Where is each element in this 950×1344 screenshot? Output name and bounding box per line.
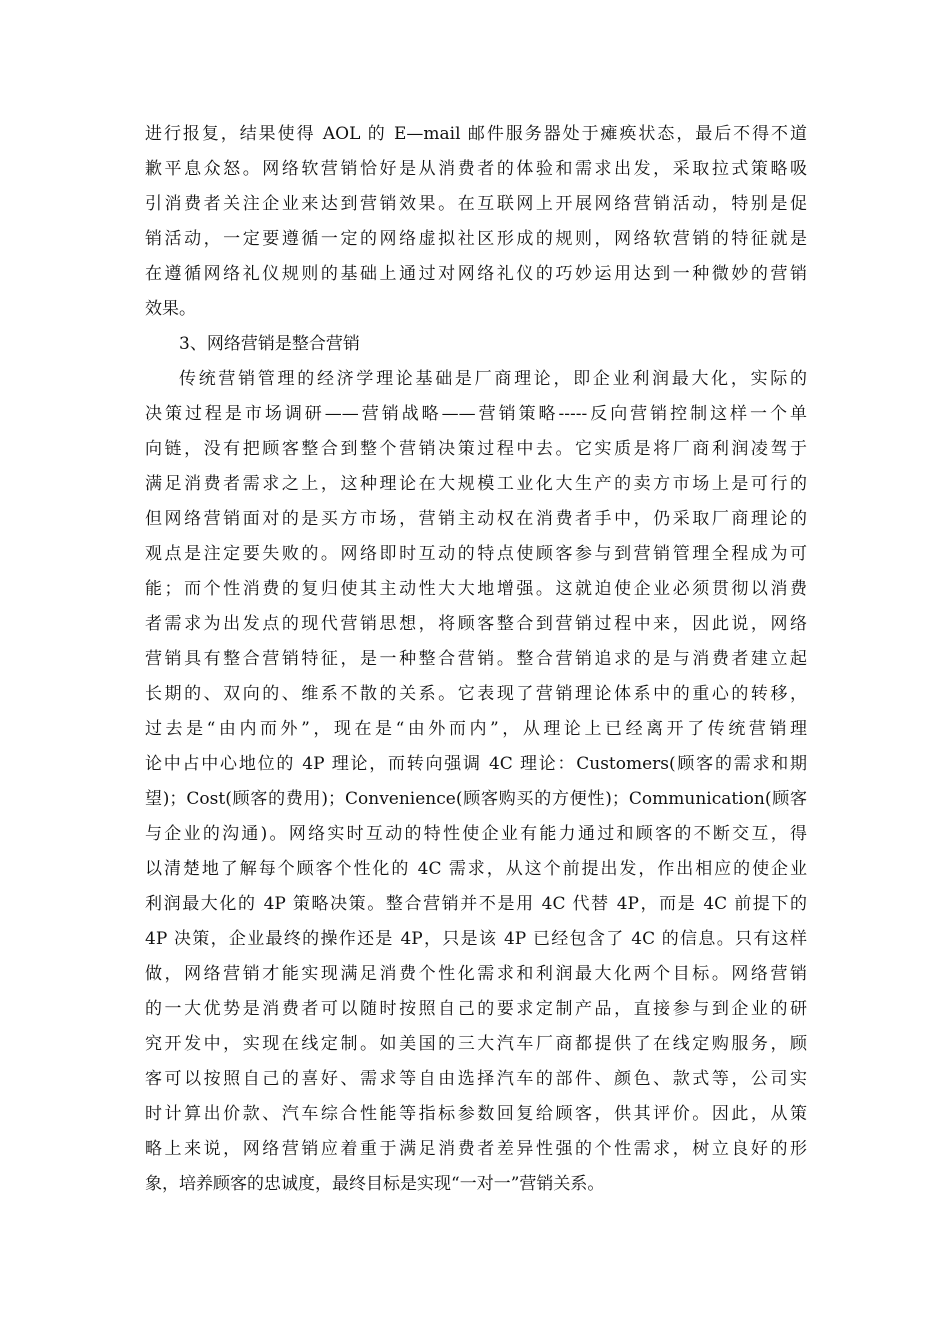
text-line: 效果。 — [145, 299, 196, 319]
text-line: 传统营销管理的经济学理论基础是厂商理论，即企业利润最大化，实际的 — [179, 369, 807, 389]
text-line: 的一大优势是消费者可以随时按照自己的要求定制产品，直接参与到企业的研 — [145, 999, 807, 1019]
text-line: 象，培养顾客的忠诚度，最终目标是实现“一对一”营销关系。 — [145, 1174, 605, 1194]
text-line: 论中占中心地位的 4P 理论，而转向强调 4C 理论：Customers(顾客的需求和期 — [145, 754, 807, 774]
text-line: 满足消费者需求之上，这种理论在大规模工业化大生产的卖方市场上是可行的 — [145, 474, 807, 494]
text-line: 进行报复，结果使得 AOL 的 E—mail 邮件服务器处于瘫痪状态，最后不得不道 — [145, 124, 807, 144]
text-line: 引消费者关注企业来达到营销效果。在互联网上开展网络营销活动，特别是促 — [145, 194, 807, 214]
text-line: 但网络营销面对的是买方市场，营销主动权在消费者手中，仍采取厂商理论的 — [145, 509, 807, 529]
text-line: 者需求为出发点的现代营销思想，将顾客整合到营销过程中来，因此说，网络 — [145, 614, 807, 634]
text-line: 长期的、双向的、维系不散的关系。它表现了营销理论体系中的重心的转移， — [145, 684, 807, 704]
text-line: 望)；Cost(顾客的费用)；Convenience(顾客购买的方便性)；Communication(顾客 — [145, 789, 807, 809]
text-line: 观点是注定要失败的。网络即时互动的特点使顾客参与到营销管理全程成为可 — [145, 544, 807, 564]
text-line: 与企业的沟通)。网络实时互动的特性使企业有能力通过和顾客的不断交互，得 — [145, 824, 807, 844]
section-heading-integrated-marketing — [145, 327, 807, 362]
text-line: 歉平息众怒。网络软营销恰好是从消费者的体验和需求出发，采取拉式策略吸 — [145, 159, 807, 179]
text-line: 究开发中，实现在线定制。如美国的三大汽车厂商都提供了在线定购服务，顾 — [145, 1034, 807, 1054]
text-line: 向链，没有把顾客整合到整个营销决策过程中去。它实质是将厂商利润凌驾于 — [145, 439, 807, 459]
document-body — [145, 117, 807, 1202]
text-line: 能；而个性消费的复归使其主动性大大地增强。这就迫使企业必须贯彻以消费 — [145, 579, 807, 599]
text-line: 做，网络营销才能实现满足消费个性化需求和利润最大化两个目标。网络营销 — [145, 964, 807, 984]
text-line: 销活动，一定要遵循一定的网络虚拟社区形成的规则，网络软营销的特征就是 — [145, 229, 807, 249]
text-line: 以清楚地了解每个顾客个性化的 4C 需求，从这个前提出发，作出相应的使企业 — [145, 859, 807, 879]
text-line: 略上来说，网络营销应着重于满足消费者差异性强的个性需求，树立良好的形 — [145, 1139, 807, 1159]
text-line: 时计算出价款、汽车综合性能等指标参数回复给顾客，供其评价。因此，从策 — [145, 1104, 807, 1124]
text-line: 营销具有整合营销特征，是一种整合营销。整合营销追求的是与消费者建立起 — [145, 649, 807, 669]
section-heading: 3、网络营销是整合营销 — [179, 334, 360, 354]
paragraph-integrated-marketing — [145, 362, 807, 1202]
paragraph-soft-marketing-continued — [145, 117, 807, 327]
text-line: 客可以按照自己的喜好、需求等自由选择汽车的部件、颜色、款式等，公司实 — [145, 1069, 807, 1089]
text-line: 在遵循网络礼仪规则的基础上通过对网络礼仪的巧妙运用达到一种微妙的营销 — [145, 264, 807, 284]
text-line: 决策过程是市场调研——营销战略——营销策略-----反向营销控制这样一个单 — [145, 404, 807, 424]
text-line: 过去是“由内而外”，现在是“由外而内”，从理论上已经离开了传统营销理 — [145, 719, 807, 739]
text-line: 利润最大化的 4P 策略决策。整合营销并不是用 4C 代替 4P，而是 4C 前提下的 — [145, 894, 807, 914]
text-line: 4P 决策，企业最终的操作还是 4P，只是该 4P 已经包含了 4C 的信息。只有这样 — [145, 929, 807, 949]
